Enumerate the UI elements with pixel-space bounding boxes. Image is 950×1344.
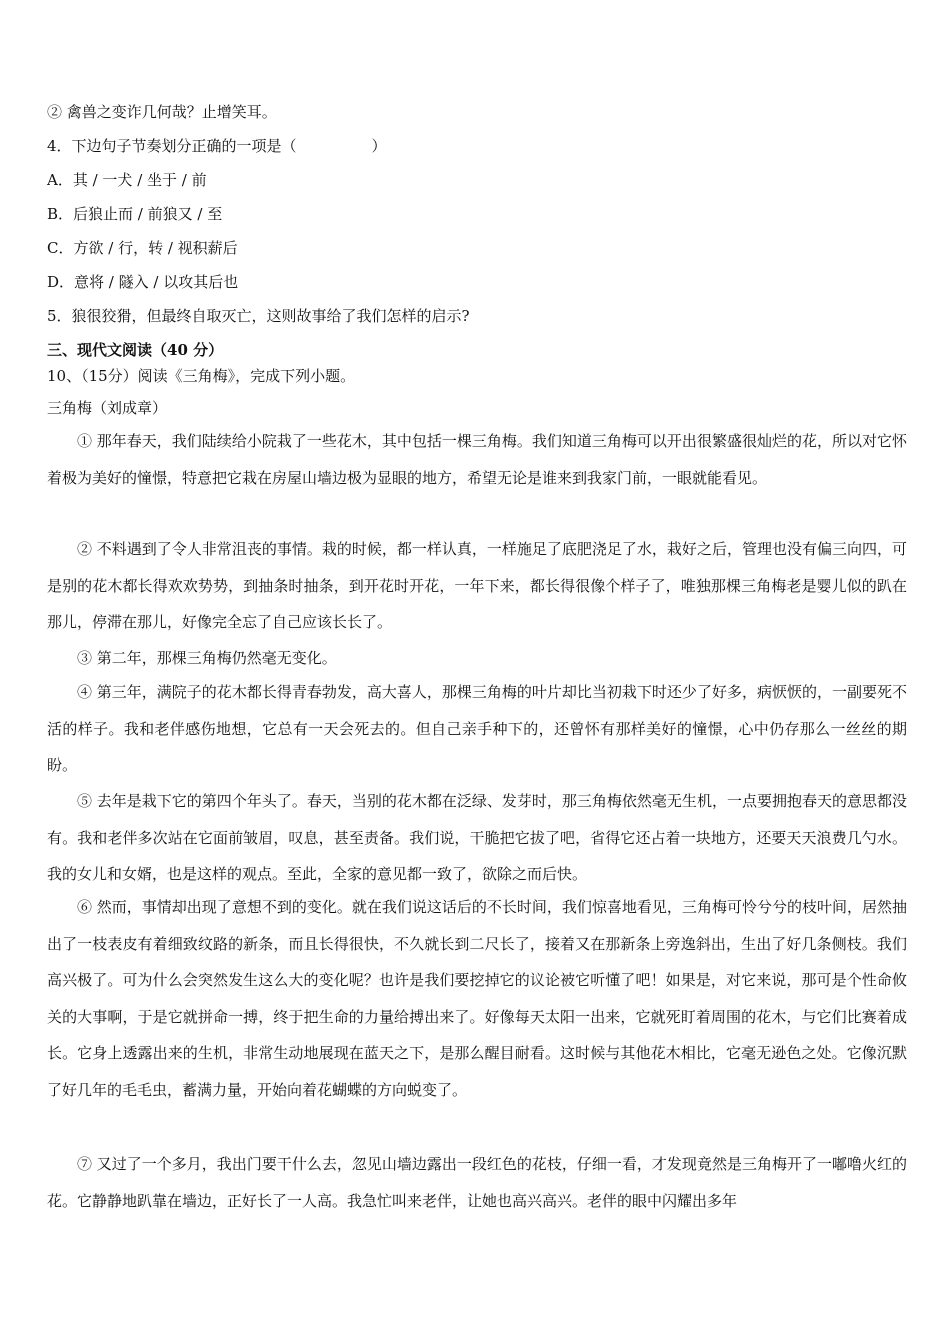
paragraph-1: ① 那年春天，我们陆续给小院栽了一些花木，其中包括一棵三角梅。我们知道三角梅可以开出很繁盛很灿烂的花，所以对它怀着极为美好的憧憬，特意把它栽在房屋山墙边极为显眼的地方，希望无论是谁来到我家门前，一眼就能看见。 [47,432,907,487]
poem-line-2: ② 禽兽之变诈几何哉？止增笑耳。 [47,103,277,121]
paragraph-3: ③ 第二年，那棵三角梅仍然毫无变化。 [77,649,337,667]
option-b: B．后狼止而 / 前狼又 / 至 [47,205,223,223]
question-10-intro: 10、（15分）阅读《三角梅》，完成下列小题。 [47,367,356,385]
section-title: 三、现代文阅读（40 分） [47,341,224,359]
paragraph-5: ⑤ 去年是栽下它的第四个年头了。春天，当别的花木都在泛绿、发芽时，那三角梅依然毫无生机，一点要拥抱春天的意思都没有。我和老伴多次站在它面前皱眉，叹息，甚至责备。我们说，干脆把它拔了吧，省得它还占着一块地方，还要天天浪费几勺水。我的女儿和女婿，也是这样的观点。至此，全家的意见都一致了，欲除之而后快。 [47,792,907,883]
paragraph-6: ⑥ 然而，事情却出现了意想不到的变化。就在我们说这话后的不长时间，我们惊喜地看见，三角梅可怜兮兮的枝叶间，居然抽出了一枝表皮有着细致纹路的新条，而且长得很快，不久就长到二尺长了，接着又在那新条上旁逸斜出，生出了好几条侧枝。我们高兴极了。可为什么会突然发生这么大的变化呢？也许是我们要挖掉它的议论被它听懂了吧！如果是，对它来说，那可是个性命攸关的大事啊，于是它就拼命一搏，终于把生命的力量给搏出来了。好像每天太阳一出来，它就死盯着周围的花木，与它们比赛着成长。它身上透露出来的生机，非常生动地展现在蓝天之下，是那么醒目耐看。这时候与其他花木相比，它毫无逊色之处。它像沉默了好几年的毛毛虫，蓄满力量，开始向着花蝴蝶的方向蜕变了。 [47,898,907,1099]
paragraph-7: ⑦ 又过了一个多月，我出门要干什么去，忽见山墙边露出一段红色的花枝，仔细一看，才发现竟然是三角梅开了一嘟噜火红的花。它静静地趴靠在墙边，正好长了一人高。我急忙叫来老伴，让她也高兴高兴。老伴的眼中闪耀出多年 [47,1155,907,1210]
option-c: C．方欲 / 行，转 / 视积薪后 [47,239,238,257]
question-5: 5．狼很狡猾，但最终自取灭亡，这则故事给了我们怎样的启示? [47,307,470,325]
question-4: 4．下边句子节奏划分正确的一项是（ ） [47,137,387,155]
article-title: 三角梅（刘成章） [47,399,168,417]
option-d: D．意将 / 隧入 / 以攻其后也 [47,273,239,291]
paragraph-4: ④ 第三年，满院子的花木都长得青春勃发，高大喜人，那棵三角梅的叶片却比当初栽下时还少了好多，病恹恹的，一副要死不活的样子。我和老伴感伤地想，它总有一天会死去的。但自己亲手种下的，还曾怀有那样美好的憧憬，心中仍存那么一丝丝的期盼。 [47,683,907,774]
option-a: A．其 / 一犬 / 坐于 / 前 [47,171,207,189]
paragraph-2: ② 不料遇到了令人非常沮丧的事情。栽的时候，都一样认真，一样施足了底肥浇足了水，栽好之后，管理也没有偏三向四，可是别的花木都长得欢欢势势，到抽条时抽条，到开花时开花，一年下来，都长得很像个样子了，唯独那棵三角梅老是婴儿似的趴在那儿，停滞在那儿，好像完全忘了自己应该长长了。 [47,540,907,631]
